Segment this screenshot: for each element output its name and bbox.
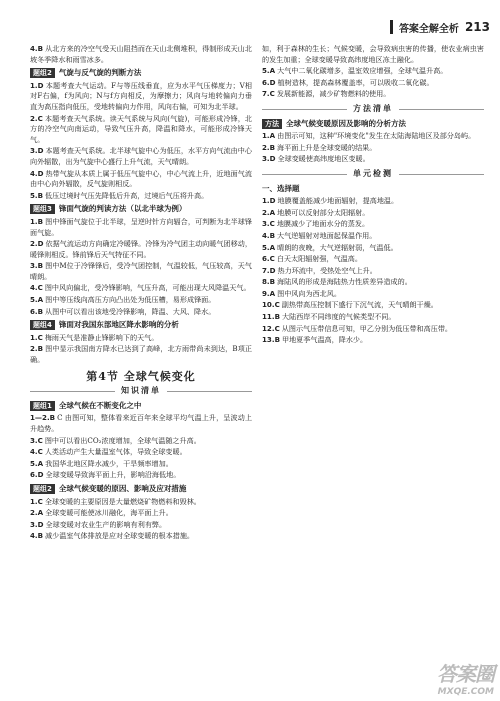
answer-number: 6.B	[30, 306, 44, 316]
answer-paragraph	[262, 324, 484, 335]
answer-text: 本题考查天气系统。北半球气旋中心为低压，水平方向气流由中心向外辐散，出为气旋中心盛行上升气流，天气晴朗。	[30, 146, 252, 166]
answer-text: 全球变暖可能使冰川融化，海平面上升。	[45, 508, 173, 518]
divider-line	[30, 391, 115, 392]
header-title: 答案全解全析	[398, 23, 459, 35]
answer-text: 全球变暖导致海平面上升，影响沿海低地。	[45, 470, 181, 480]
answer-text: 我国华北地区降水减少，干旱频率增加。	[45, 458, 173, 468]
answer-paragraph	[30, 295, 252, 306]
topic-title: 锋面气旋的判读方法（以北半球为例）	[58, 204, 187, 214]
answer-number: 4.B	[30, 44, 44, 53]
answer-number: 4.D	[30, 168, 44, 178]
topic-tag: 题组2	[30, 68, 55, 78]
answer-paragraph	[30, 114, 252, 146]
answer-text: 晴朗的夜晚，大气逆辐射弱，气温低。	[277, 242, 398, 252]
answer-number: 1.A	[262, 131, 276, 141]
answer-paragraph	[262, 312, 484, 323]
answer-paragraph	[30, 333, 252, 344]
topic-heading	[30, 401, 252, 412]
answer-paragraph	[262, 89, 484, 100]
answer-number: 3.C	[262, 219, 275, 229]
answer-paragraph	[262, 243, 484, 254]
header-bar	[390, 20, 393, 34]
answer-paragraph	[30, 81, 252, 113]
answer-paragraph	[262, 131, 484, 142]
section-divider	[262, 169, 484, 180]
right-column	[262, 44, 484, 347]
answer-paragraph	[30, 307, 252, 318]
answer-text: 图中风向为西北风。	[277, 288, 341, 298]
page-header	[390, 18, 490, 36]
answer-number: 2.B	[262, 142, 276, 152]
answer-text: 副热带高压控制下盛行下沉气流，天气晴朗干燥。	[281, 300, 438, 310]
answer-text: 全球变暖对农业生产的影响有利有弊。	[45, 519, 167, 529]
answer-paragraph	[30, 239, 252, 260]
answer-paragraph	[30, 413, 252, 434]
answer-paragraph	[30, 508, 252, 519]
topic-heading	[262, 119, 484, 130]
answer-text: 全球变暖的主要原因是大量燃烧矿物燃料和毁林。	[44, 496, 201, 506]
answer-text: 从图中可以看出该地受冷锋影响，降温、大风、降水。	[45, 306, 216, 316]
answer-paragraph	[30, 169, 252, 190]
answer-number: 7.D	[262, 265, 276, 275]
answer-paragraph	[30, 146, 252, 167]
answer-number: 2.C	[30, 113, 43, 123]
answer-number: 4.C	[30, 283, 43, 293]
answer-text: 从图示气压带信息可知，甲乙分别为低压带和高压带。	[281, 323, 453, 333]
answer-text: 大陆西岸不同纬度的气候类型不同。	[281, 312, 396, 322]
answer-paragraph	[262, 289, 484, 300]
answer-paragraph	[262, 196, 484, 207]
topic-tag: 题组3	[30, 204, 55, 214]
answer-text: 低压过境时气压先降低后升高，过境后气压将升高。	[45, 190, 209, 200]
answer-text: 减少温室气体排放是应对全球变暖的根本措施。	[45, 531, 195, 541]
section-title: 单元检测	[353, 168, 393, 178]
answer-number: 3.C	[30, 435, 43, 445]
divider-line	[262, 109, 347, 110]
answer-paragraph	[30, 191, 252, 202]
answer-text: 图中M位于冷锋锋后，受冷气团控制，气温较低，气压较高，天气晴朗。	[30, 261, 252, 281]
answer-paragraph	[30, 217, 252, 238]
answer-number: 5.A	[30, 458, 44, 468]
topic-tag: 题组4	[30, 320, 55, 330]
answer-number: 3.D	[30, 146, 44, 156]
answer-number: 4.B	[30, 531, 44, 541]
answer-paragraph	[30, 344, 252, 365]
topic-tag: 题组2	[30, 484, 55, 494]
answer-text: 地膜可以反射部分太阳辐射。	[277, 207, 370, 217]
answer-text: 本题考查大气运动。F与等压线垂直，应为水平气压梯度力；V相对F右偏，f为风向；N与f方向相反，为摩擦力；风向与地转偏向力垂直为高压指向低压，受地转偏向力作用，风向右偏，可知为北半球。	[30, 80, 252, 111]
answer-number: 6.D	[30, 470, 44, 480]
answer-paragraph	[262, 335, 484, 346]
answer-number: 2.A	[30, 508, 44, 518]
answer-number: 4.C	[30, 447, 43, 457]
divider-line	[399, 109, 484, 110]
answer-number: 2.B	[30, 344, 44, 354]
answer-text: 人类活动产生大量温室气体，导致全球变暖。	[44, 447, 187, 457]
answer-text: 如，利于森林的生长；气候变暖，会导致病虫害的传播，使农业病虫害的发生加重；全球变暖导致高纬度地区冻土融化。	[262, 44, 484, 64]
answer-text: 从北方来的冷空气受天山阻挡而在天山北侧堆积，得制形成天山北坡冬季降水和雨雪冰多。	[30, 44, 252, 64]
answer-number: 3.D	[30, 519, 44, 529]
answer-text: 海平面上升是全球变暖的结果。	[277, 142, 377, 152]
answer-number: 2.A	[262, 207, 276, 217]
answer-text: 图中显示我国南方降水已达到了高峰，北方雨带尚未到达，B项正确。	[30, 344, 252, 365]
answer-text: 大气逆辐射对地面起保温作用。	[277, 230, 377, 240]
topic-tag: 题组1	[30, 401, 55, 411]
topic-tag: 方法	[262, 119, 282, 129]
answer-number: 9.A	[262, 288, 276, 298]
answer-text: 热带气旋从本质上属于低压气旋中心，中心气流上升，近地面气流由中心向外辐散，反气旋则相反。	[30, 168, 252, 189]
answer-number: 1.C	[30, 496, 43, 506]
answer-text: 梅雨天气是准静止锋影响下的天气。	[44, 332, 159, 342]
answer-paragraph	[30, 261, 252, 282]
answer-number: 5.B	[30, 190, 44, 200]
answer-number: 7.C	[262, 89, 275, 99]
left-column	[30, 44, 252, 543]
answer-number: 6.C	[262, 254, 275, 264]
answer-text: 海陆风的形成是海陆热力性质差异造成的。	[277, 277, 412, 287]
answer-paragraph	[262, 208, 484, 219]
chapter-title: 第4节 全球气候变化	[86, 369, 196, 383]
answer-text: 图中等压线向高压方向凸出处为低压槽，易形成锋面。	[45, 295, 216, 305]
answer-text: 白天太阳辐射强，气温高。	[276, 254, 362, 264]
answer-paragraph	[30, 520, 252, 531]
divider-line	[399, 174, 484, 175]
topic-heading	[30, 320, 252, 331]
answer-paragraph	[262, 277, 484, 288]
topic-title: 气旋与反气旋的判断方法	[58, 68, 142, 78]
section-divider	[30, 386, 252, 397]
answer-paragraph	[262, 44, 484, 65]
answer-paragraph	[30, 44, 252, 65]
answer-number: 1.D	[30, 80, 44, 90]
answer-paragraph	[30, 283, 252, 294]
topic-heading	[30, 484, 252, 495]
answer-paragraph	[262, 66, 484, 77]
section-title: 知识清单	[121, 386, 161, 396]
topic-title: 全球气候变暖原因及影响的分析方法	[286, 118, 406, 128]
answer-number: 5.A	[30, 295, 44, 305]
answer-paragraph	[262, 143, 484, 154]
answer-text: C 由图可知，整体看来近百年来全球平均气温上升，呈波动上升趋势。	[30, 413, 252, 433]
topic-heading	[30, 204, 252, 215]
answer-text: 由图示可知，这种"环境变化"发生在太陆海陆地区及部分岛屿。	[277, 131, 476, 141]
answer-number: 3.D	[262, 154, 276, 164]
answer-number: 5.A	[262, 242, 276, 252]
answer-paragraph	[30, 447, 252, 458]
answer-text: 地膜覆盖能减少地面辐射，提高地温。	[277, 196, 399, 206]
answer-number: 1.C	[30, 332, 43, 342]
topic-heading	[30, 68, 252, 79]
section-title: 方法清单	[353, 103, 393, 113]
answer-paragraph	[262, 300, 484, 311]
answer-paragraph	[262, 254, 484, 265]
topic-title: 全球气候在不断变化之中	[58, 400, 142, 410]
answer-paragraph	[30, 531, 252, 542]
page-number: 213	[464, 20, 490, 34]
answer-paragraph	[30, 459, 252, 470]
answer-paragraph	[262, 154, 484, 165]
answer-number: 6.D	[262, 77, 276, 87]
answer-text: 图中风向偏北，受冷锋影响，气压升高，可能出现大风降温天气。	[44, 283, 251, 293]
answer-paragraph	[30, 470, 252, 481]
answer-number: 11.B	[262, 312, 280, 322]
answer-text: 依据气流运动方向确定冷暖锋。冷锋为冷气团主动向暖气团移动，暖锋则相反。锋前锋后天气特征不同。	[30, 239, 252, 259]
answer-paragraph	[262, 219, 484, 230]
answer-number: 1.D	[262, 196, 276, 206]
answer-paragraph	[262, 266, 484, 277]
answer-number: 1—2.B	[30, 413, 56, 423]
topic-title: 锋面对我国东部地区降水影响的分析	[58, 320, 179, 330]
answer-number: 13.B	[262, 335, 280, 345]
answer-text: 全球变暖使高纬度地区变暖。	[277, 154, 370, 164]
answer-text: 地膜减少了地面水分的蒸发。	[276, 219, 370, 229]
answer-number: 2.D	[30, 239, 44, 249]
topic-title: 全球气候变暖的原因、影响及应对措施	[58, 483, 187, 493]
answer-paragraph	[262, 78, 484, 89]
answer-text: 大气中二氧化碳增多，温室效应增强，全球气温升高。	[277, 66, 448, 76]
answer-paragraph	[30, 497, 252, 508]
answer-text: 甲地夏季气温高，降水少。	[281, 335, 368, 345]
answer-number: 10.C	[262, 300, 280, 310]
divider-line	[167, 391, 252, 392]
answer-number: 3.B	[30, 261, 44, 271]
answer-number: 8.B	[262, 277, 276, 287]
answer-number: 12.C	[262, 323, 280, 333]
answer-number: 4.B	[262, 230, 276, 240]
answer-paragraph	[262, 231, 484, 242]
watermark-logo: 答案圈 MXQE.COM	[437, 662, 494, 697]
answer-text: 热力环流中，受热处空气上升。	[277, 265, 377, 275]
divider-line	[262, 174, 347, 175]
answer-text: 图中可以看出CO₂浓度增加，全球气温随之升高。	[44, 435, 201, 445]
answer-text: 图中锋面气旋位于北半球，呈逆时针方向辐合，可判断为北半球锋面气旋。	[30, 216, 252, 237]
section-divider	[262, 104, 484, 115]
answer-paragraph	[30, 436, 252, 447]
answer-number: 5.A	[262, 66, 276, 76]
answer-text: 本题考查天气系统。读天气系统与风向(气旋)，可能形成冷锋，北方的冷空气向南运动，导致气压升高，降温和降水，可能形成冷锋天气。	[30, 113, 252, 144]
answer-text: 发展新能源，减少矿物燃料的使用。	[276, 89, 391, 99]
answer-number: 1.B	[30, 216, 44, 226]
answer-text: 植树造林，提高森林覆盖率，可以吸收二氧化碳。	[277, 77, 434, 87]
subsection-title: 一、选择题	[262, 183, 300, 193]
